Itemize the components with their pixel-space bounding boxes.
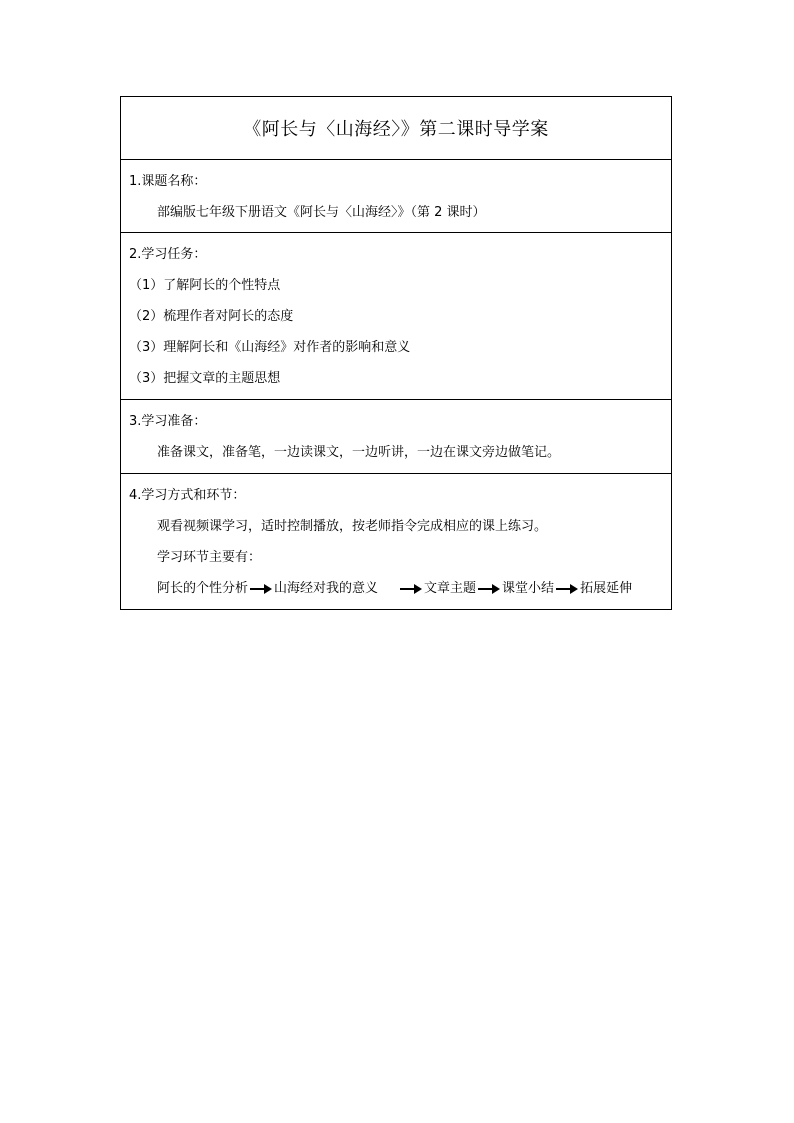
arrow-right-icon (250, 584, 272, 594)
section-preparation (121, 400, 671, 474)
section-method-content: 观看视频课学习，适时控制播放，按老师指令完成相应的课上练习。 (157, 519, 548, 534)
arrow-right-icon (478, 584, 500, 594)
section-preparation-heading: 3.学习准备： (129, 414, 207, 429)
task-item: （3）理解阿长和《山海经》对作者的影响和意义 (129, 340, 411, 355)
section-topic (121, 160, 671, 233)
section-method-subheading: 学习环节主要有： (157, 550, 262, 565)
section-method-heading: 4.学习方式和环节： (129, 488, 246, 503)
section-preparation-content: 准备课文，准备笔，一边读课文，一边听讲，一边在课文旁边做笔记。 (157, 445, 561, 460)
arrow-right-icon (400, 584, 422, 594)
page-title: 《阿长与〈山海经〉》第二课时导学案 (243, 119, 549, 140)
section-method (121, 474, 671, 609)
task-item: （3）把握文章的主题思想 (129, 371, 281, 386)
section-tasks-heading: 2.学习任务： (129, 247, 207, 262)
flow-step: 文章主题 (424, 581, 477, 596)
learning-flow (121, 573, 671, 604)
task-item: （2）梳理作者对阿长的态度 (129, 309, 294, 324)
flow-step: 拓展延伸 (580, 581, 633, 596)
flow-step: 课堂小结 (502, 581, 555, 596)
title-row (121, 97, 671, 160)
section-topic-content: 部编版七年级下册语文《阿长与〈山海经〉》（第 2 课时） (157, 205, 486, 220)
arrow-right-icon (556, 584, 578, 594)
task-item: （1）了解阿长的个性特点 (129, 278, 281, 293)
flow-step: 山海经对我的意义 (274, 581, 379, 596)
flow-step: 阿长的个性分析 (157, 581, 249, 596)
section-topic-heading: 1.课题名称： (129, 174, 207, 189)
section-tasks (121, 233, 671, 400)
lesson-plan-table (120, 96, 672, 610)
